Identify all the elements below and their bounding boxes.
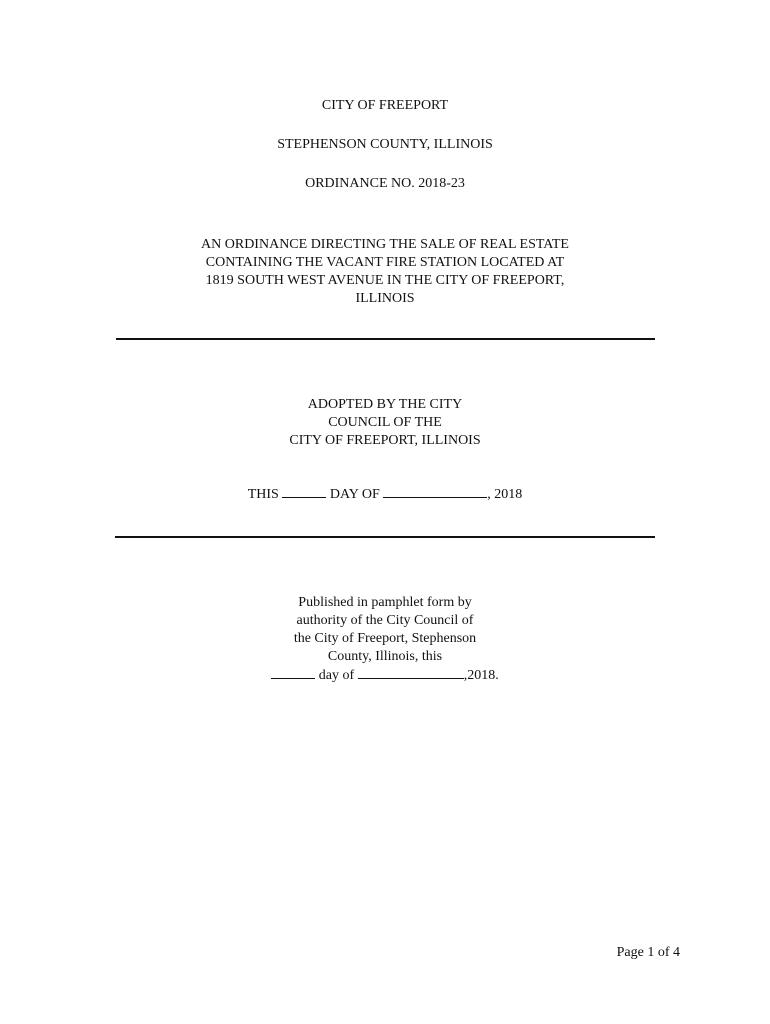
day-blank <box>282 485 326 498</box>
ordinance-number: ORDINANCE NO. 2018-23 <box>305 176 465 191</box>
adopted-line: CITY OF FREEPORT, ILLINOIS <box>289 433 481 448</box>
published-line: Published in pamphlet form by <box>298 595 472 610</box>
published-line: the City of Freeport, Stephenson <box>293 631 477 646</box>
day-of-label: DAY OF <box>329 487 380 502</box>
this-label: THIS <box>247 487 279 502</box>
published-date-line <box>0 666 770 685</box>
ordinance-title-line: AN ORDINANCE DIRECTING THE SALE OF REAL ESTATE <box>201 237 569 252</box>
adoption-date-line <box>0 485 770 504</box>
published-day-of-label: day of <box>318 668 355 683</box>
county-heading: STEPHENSON COUNTY, ILLINOIS <box>277 137 493 152</box>
ordinance-title <box>0 236 770 308</box>
adopted-statement <box>0 396 770 450</box>
bottom-divider-rule <box>115 536 655 538</box>
ordinance-title-line: 1819 SOUTH WEST AVENUE IN THE CITY OF FREEPORT, <box>205 273 565 288</box>
month-blank <box>383 485 487 498</box>
adopted-line: ADOPTED BY THE CITY <box>307 397 463 412</box>
city-heading: CITY OF FREEPORT <box>321 98 449 113</box>
top-divider-rule <box>116 338 655 340</box>
published-day-blank <box>271 666 315 679</box>
published-month-blank <box>358 666 464 679</box>
year-label: , 2018 <box>487 487 523 502</box>
ordinance-title-line: CONTAINING THE VACANT FIRE STATION LOCATED AT <box>205 255 565 270</box>
published-year-label: ,2018. <box>463 668 499 683</box>
publication-notice <box>0 594 770 685</box>
published-line: authority of the City Council of <box>296 613 474 628</box>
ordinance-title-line: ILLINOIS <box>355 291 415 306</box>
page-number: Page 1 of 4 <box>616 945 680 960</box>
adopted-line: COUNCIL OF THE <box>328 415 442 430</box>
published-line: County, Illinois, this <box>327 649 443 664</box>
